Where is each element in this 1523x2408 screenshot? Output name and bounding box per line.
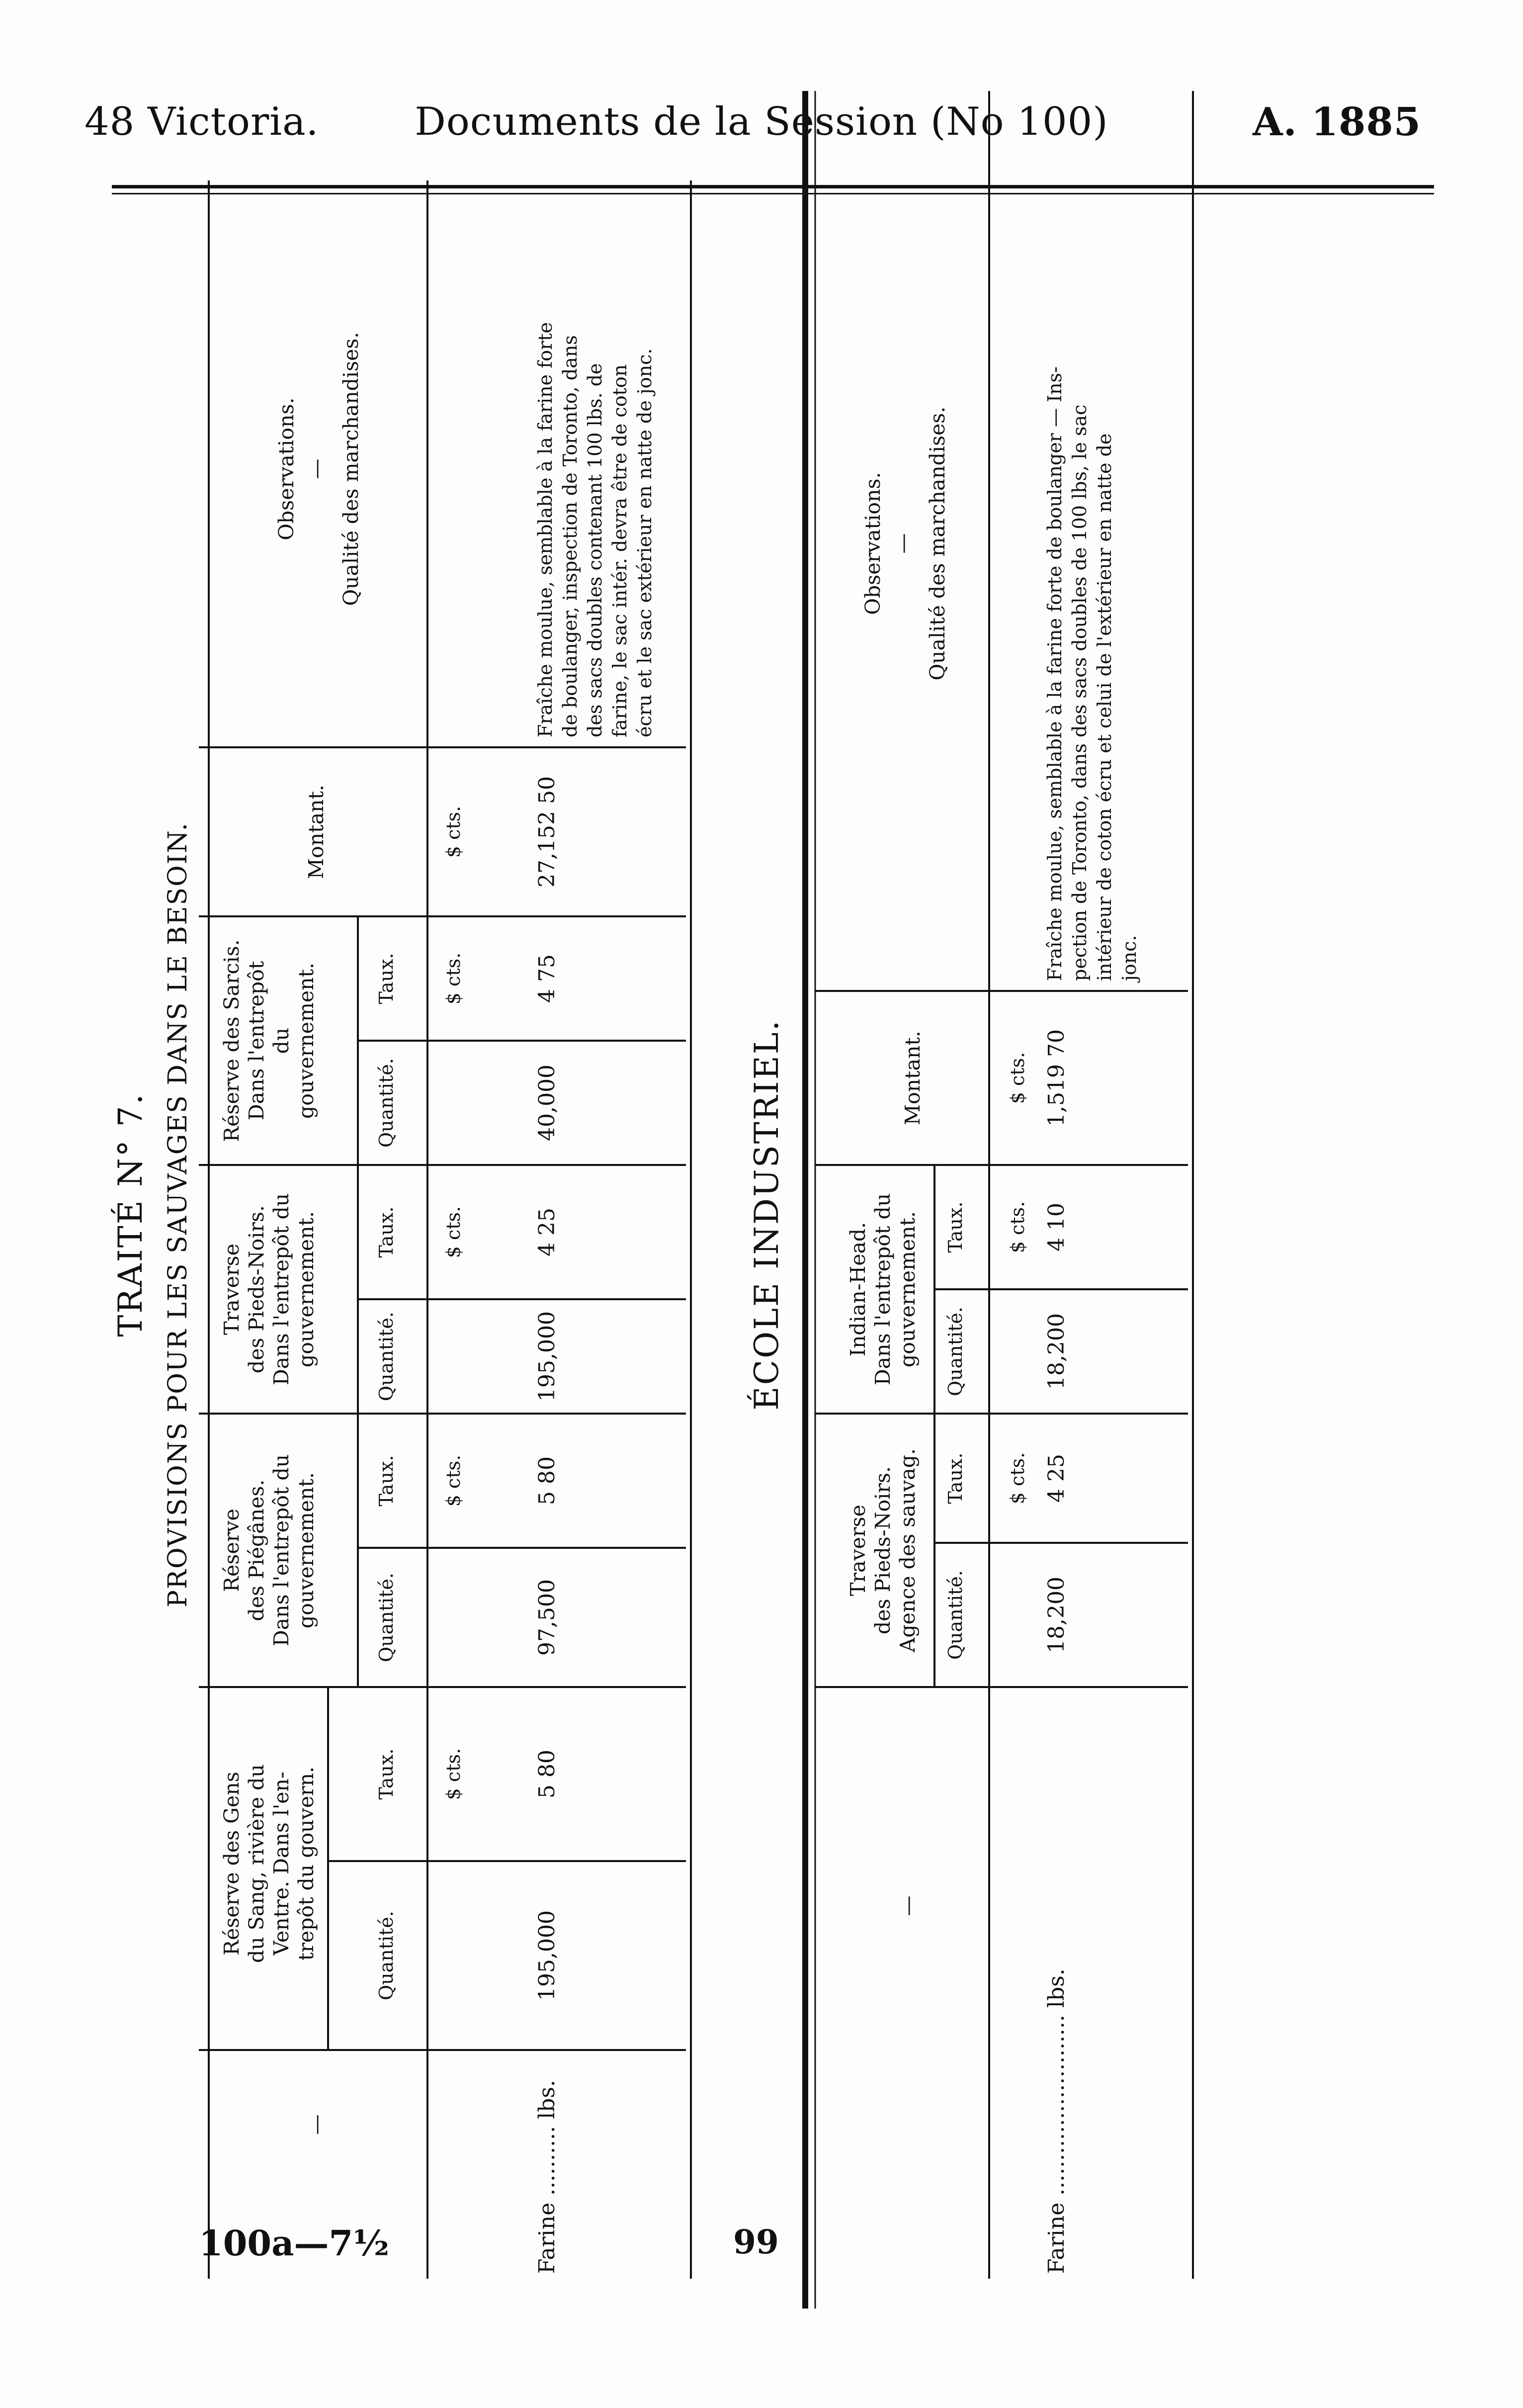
header-title: Documents de la Session (No 100) bbox=[415, 99, 1108, 144]
treaty-rate-label: Taux. bbox=[375, 953, 397, 1004]
treaty-obs-line5: écru et le sac extérieur en natte de jonc. bbox=[634, 348, 656, 737]
page-number: 99 bbox=[733, 2223, 779, 2261]
school-rate-label: Taux. bbox=[944, 1201, 966, 1253]
treaty-group3-line4: gouvernement. bbox=[294, 1211, 318, 1368]
treaty-units: $ cts. bbox=[442, 805, 464, 858]
treaty-group2-line4: gouvernement. bbox=[294, 1472, 318, 1629]
treaty-group4-line4: gouvernement. bbox=[294, 962, 318, 1119]
treaty-group2-line2: des Piégânes. bbox=[245, 1479, 268, 1621]
school-qty-label: Quantité. bbox=[944, 1306, 966, 1397]
treaty-group1-line1: Réserve des Gens bbox=[220, 1772, 244, 1956]
treaty-obs-dash: — bbox=[304, 458, 328, 479]
school-label-dash: — bbox=[896, 1895, 920, 1916]
school-obs-line2: pection de Toronto, dans des sacs doubles de 100 lbs, le sac bbox=[1069, 404, 1091, 981]
treaty-rate-label: Taux. bbox=[375, 1455, 397, 1507]
school-montant: 1,519 70 bbox=[1044, 1029, 1069, 1127]
treaty-cell-qty: 195,000 bbox=[534, 1910, 560, 2001]
school-cell-rate: 4 10 bbox=[1044, 1203, 1069, 1251]
treaty-obs-line2: de boulanger, inspection de Toronto, dans bbox=[559, 335, 581, 737]
school-obs-line1: Fraîche moulue, semblable à la farine forte de boulanger — Ins- bbox=[1044, 366, 1066, 981]
treaty-qty-label: Quantité. bbox=[375, 1910, 397, 2001]
folio: 100a—7½ bbox=[199, 2223, 390, 2264]
treaty-subtitle: PROVISIONS POUR LES SAUVAGES DANS LE BESOIN. bbox=[163, 822, 193, 1607]
school-row-label: Farine .......................... lbs. bbox=[1044, 1968, 1069, 2274]
treaty-units: $ cts. bbox=[442, 1206, 464, 1258]
treaty-cell-rate: 4 75 bbox=[534, 954, 560, 1003]
school-units: $ cts. bbox=[1007, 1201, 1028, 1253]
treaty-group4-line2: Dans l'entrepôt bbox=[245, 961, 268, 1121]
school-group2-line3: gouvernement. bbox=[896, 1211, 920, 1368]
treaty-qty-label: Quantité. bbox=[375, 1311, 397, 1402]
treaty-montant: 27,152 50 bbox=[534, 776, 560, 888]
treaty-obs-line3: des sacs doubles contenant 100 lbs. de bbox=[584, 363, 606, 737]
school-obs-subtitle: Qualité des marchandises. bbox=[926, 406, 949, 681]
treaty-obs-title: Observations. bbox=[274, 397, 298, 540]
treaty-rate-label: Taux. bbox=[375, 1748, 397, 1800]
treaty-cell-rate: 5 80 bbox=[534, 1750, 560, 1798]
school-cell-rate: 4 25 bbox=[1044, 1454, 1069, 1503]
treaty-group1-line3: Ventre. Dans l'en- bbox=[269, 1772, 293, 1956]
header-year: A. 1885 bbox=[1253, 99, 1421, 145]
treaty-obs-line4: farine, le sac intér. devra être de coton bbox=[609, 364, 631, 737]
treaty-group4-line1: Réserve des Sarcis. bbox=[220, 939, 244, 1142]
treaty-group3-line3: Dans l'entrepôt du bbox=[269, 1193, 293, 1386]
school-table-rules bbox=[805, 91, 1193, 2309]
treaty-units: $ cts. bbox=[442, 1748, 464, 1800]
treaty-cell-rate: 5 80 bbox=[534, 1456, 560, 1505]
treaty-montant-label: Montant. bbox=[304, 785, 328, 879]
school-group2-line1: Indian-Head. bbox=[846, 1222, 870, 1357]
school-qty-label: Quantité. bbox=[944, 1570, 966, 1660]
school-cell-qty: 18,200 bbox=[1044, 1313, 1069, 1390]
treaty-rate-label: Taux. bbox=[375, 1206, 397, 1258]
school-group1-line1: Traverse bbox=[846, 1505, 870, 1596]
school-obs-line3: intérieur de coton écru et celui de l'extérieur en natte de bbox=[1094, 433, 1115, 981]
treaty-row-label: Farine .......... lbs. bbox=[534, 2080, 560, 2274]
school-group1-line2: des Pieds-Noirs. bbox=[871, 1466, 895, 1635]
treaty-units: $ cts. bbox=[442, 1454, 464, 1507]
school-group2-line2: Dans l'entrepôt du bbox=[871, 1193, 895, 1386]
school-obs-line4: jonc. bbox=[1118, 935, 1140, 981]
treaty-units: $ cts. bbox=[442, 952, 464, 1005]
treaty-cell-qty: 97,500 bbox=[534, 1579, 560, 1656]
treaty-qty-label: Quantité. bbox=[375, 1058, 397, 1148]
school-group1-line3: Agence des sauvag. bbox=[896, 1448, 920, 1653]
treaty-group1-line4: trepôt du gouvern. bbox=[294, 1766, 318, 1961]
treaty-group2-line3: Dans l'entrepôt du bbox=[269, 1454, 293, 1647]
school-obs-dash: — bbox=[891, 533, 915, 554]
school-rate-label: Taux. bbox=[944, 1452, 966, 1504]
school-cell-qty: 18,200 bbox=[1044, 1577, 1069, 1653]
treaty-obs-subtitle: Qualité des marchandises. bbox=[339, 332, 363, 606]
school-montant-label: Montant. bbox=[901, 1031, 925, 1125]
treaty-title: TRAITÉ N° 7. bbox=[111, 1092, 150, 1337]
treaty-cell-rate: 4 25 bbox=[534, 1208, 560, 1256]
school-title: ÉCOLE INDUSTRIEL. bbox=[748, 1019, 786, 1411]
school-units: $ cts. bbox=[1007, 1052, 1028, 1104]
treaty-group4-line3: du bbox=[269, 1027, 293, 1054]
treaty-cell-qty: 40,000 bbox=[534, 1065, 560, 1141]
treaty-group1-line2: du Sang, rivière du bbox=[245, 1764, 268, 1963]
school-units: $ cts. bbox=[1007, 1452, 1028, 1505]
school-obs-title: Observations. bbox=[861, 472, 885, 615]
treaty-obs-line1: Fraîche moulue, semblable à la farine forte bbox=[534, 322, 556, 737]
treaty-group3-line2: des Pieds-Noirs. bbox=[245, 1205, 268, 1374]
header-left: 48 Victoria. bbox=[85, 99, 319, 144]
treaty-qty-label: Quantité. bbox=[375, 1572, 397, 1663]
treaty-cell-qty: 195,000 bbox=[534, 1311, 560, 1402]
treaty-label-dash: — bbox=[304, 2114, 328, 2135]
treaty-group3-line1: Traverse bbox=[220, 1244, 244, 1335]
treaty-group2-line1: Réserve bbox=[220, 1509, 244, 1592]
